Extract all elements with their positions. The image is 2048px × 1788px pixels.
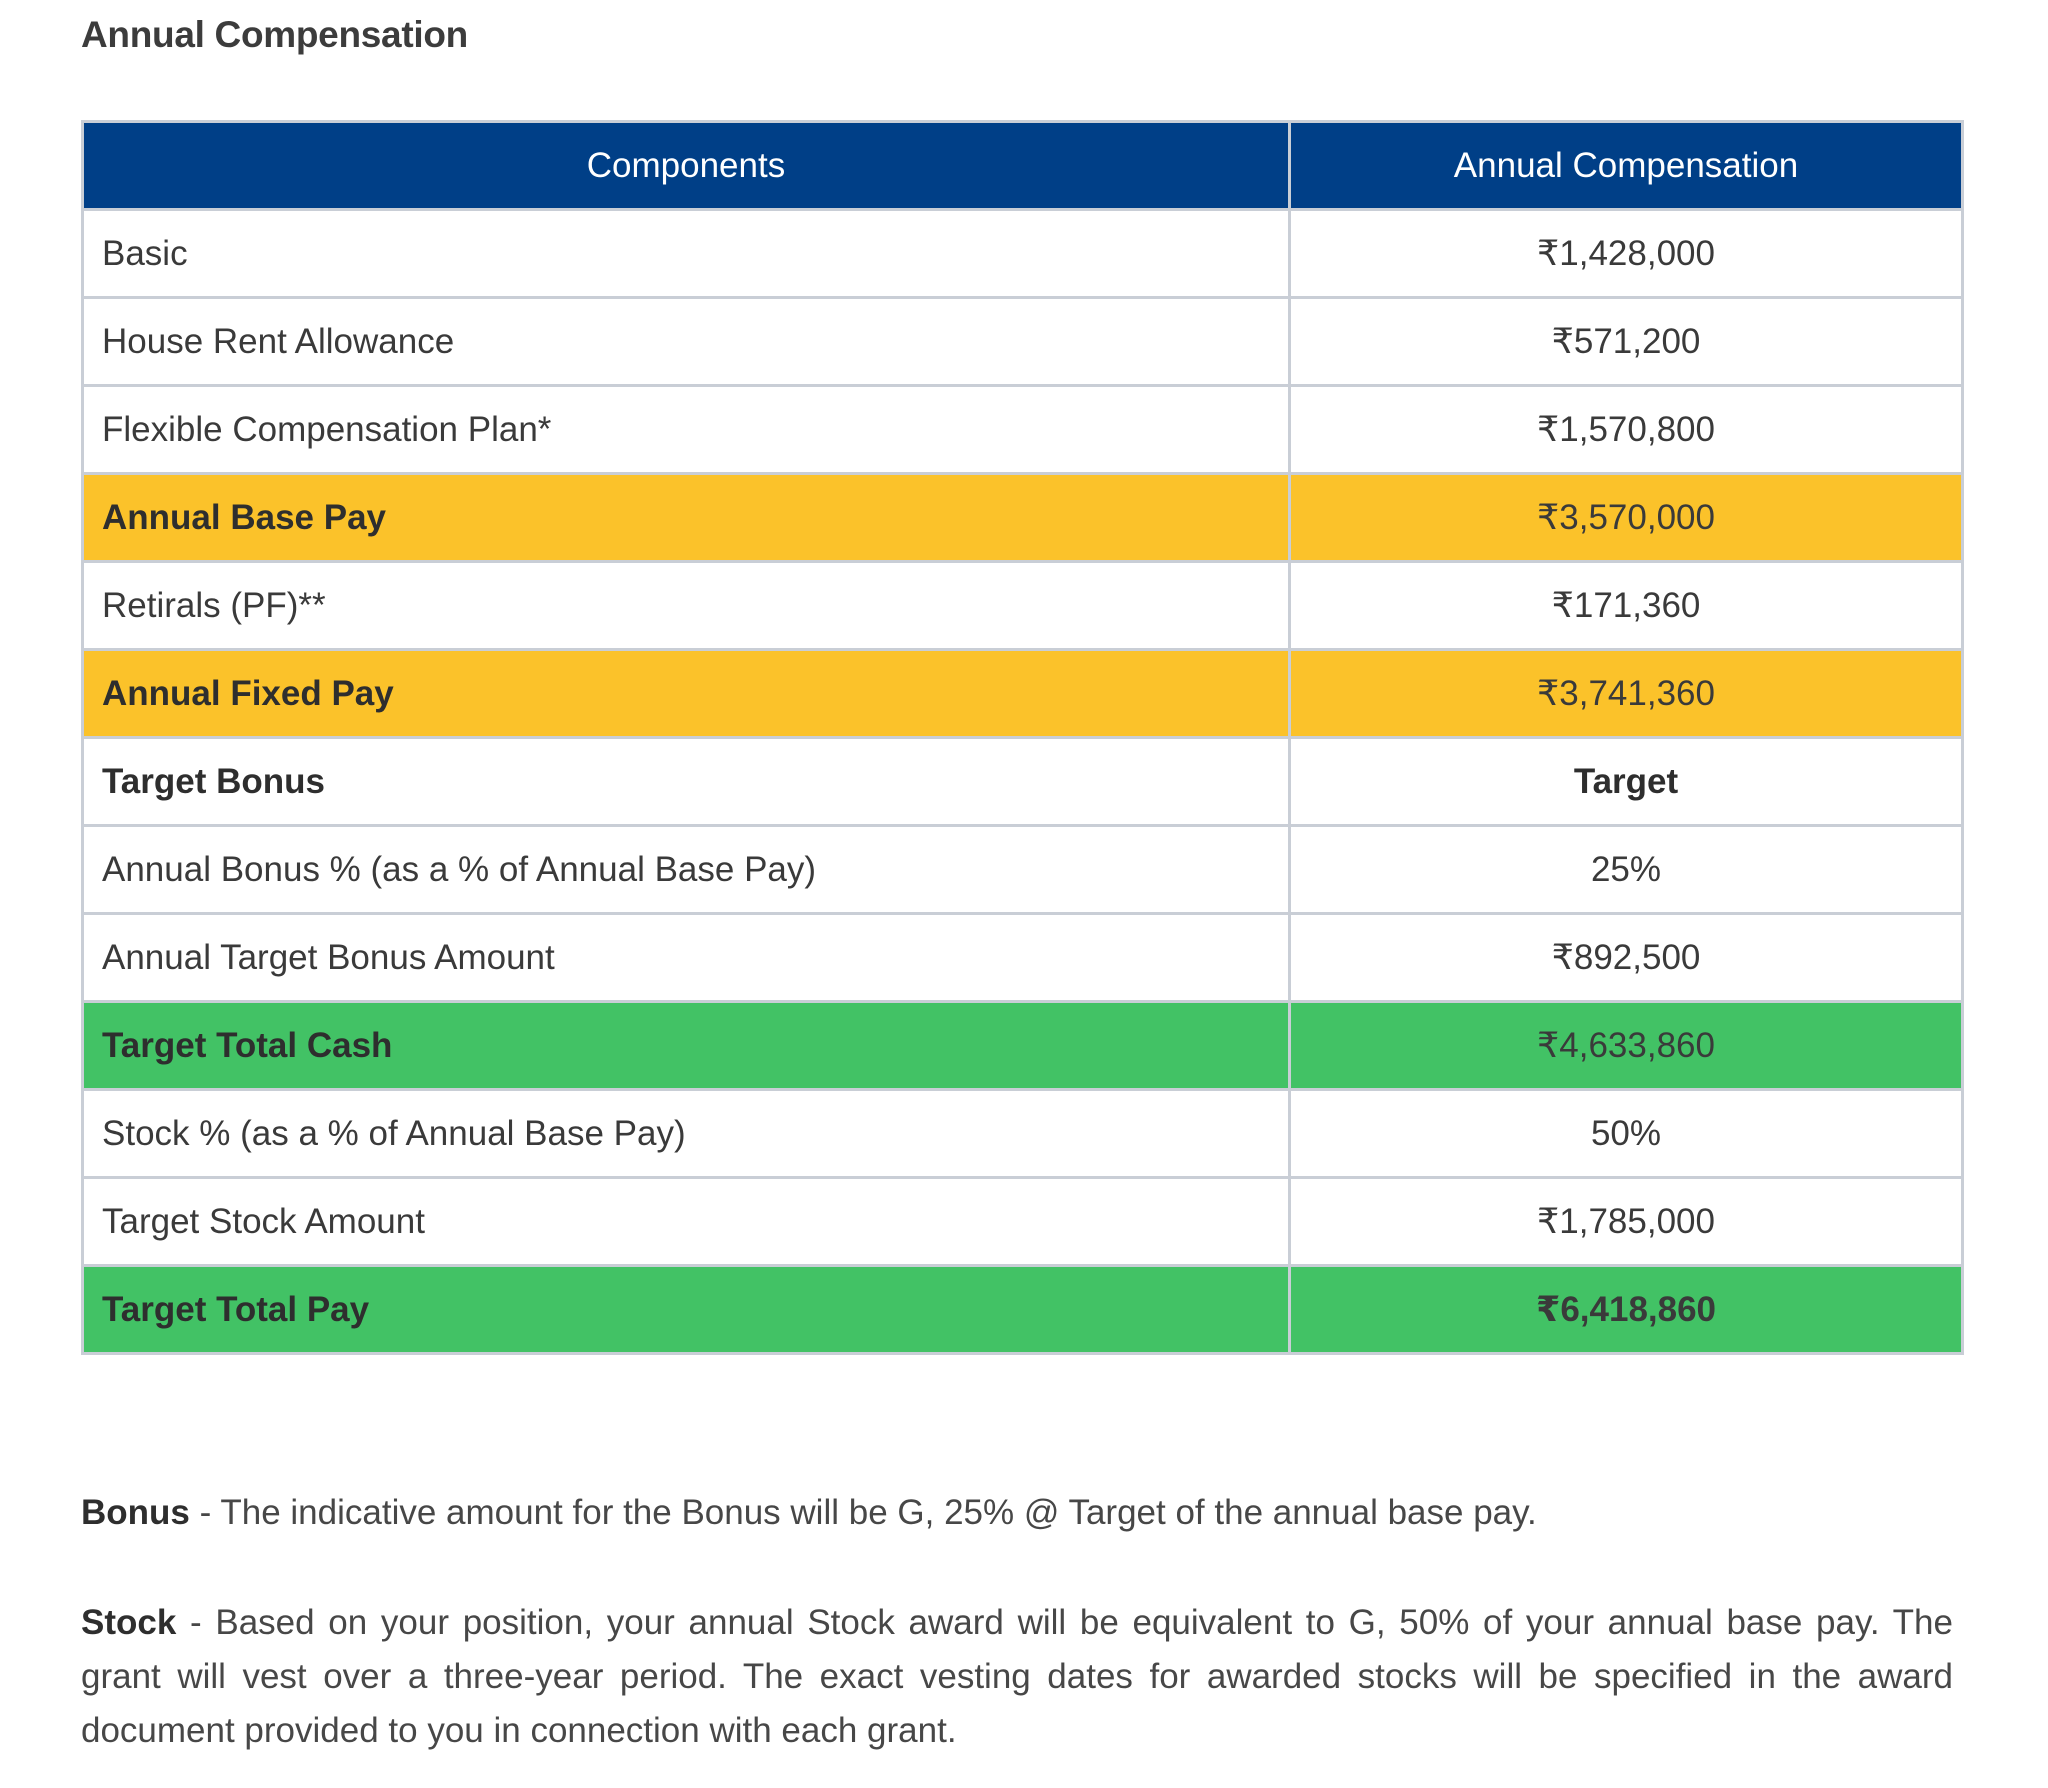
table-row-target-total-cash <box>83 1002 1963 1090</box>
page-title: Annual Compensation <box>81 14 468 55</box>
bonus-note-heading: Bonus <box>81 1493 190 1532</box>
row-label: Flexible Compensation Plan* <box>83 386 1290 474</box>
row-value: 50% <box>1290 1090 1963 1178</box>
row-value: ₹6,418,860 <box>1290 1266 1963 1354</box>
row-label: Retirals (PF)** <box>83 562 1290 650</box>
table-row-house-rent-allowance <box>83 298 1963 386</box>
row-value: 25% <box>1290 826 1963 914</box>
row-label: Annual Base Pay <box>83 474 1290 562</box>
table-row-annual-base-pay <box>83 474 1963 562</box>
stock-note <box>81 1596 1953 1758</box>
table-row-basic <box>83 210 1963 298</box>
row-label: Target Total Cash <box>83 1002 1290 1090</box>
row-label: Basic <box>83 210 1290 298</box>
compensation-table <box>81 120 1964 1355</box>
table-row-annual-fixed-pay <box>83 650 1963 738</box>
row-value: ₹3,741,360 <box>1290 650 1963 738</box>
row-label: Stock % (as a % of Annual Base Pay) <box>83 1090 1290 1178</box>
row-value: ₹892,500 <box>1290 914 1963 1002</box>
row-label: Annual Bonus % (as a % of Annual Base Pay) <box>83 826 1290 914</box>
table-row-annual-target-bonus-amount <box>83 914 1963 1002</box>
bonus-note-text: - The indicative amount for the Bonus will be G, 25% @ Target of the annual base pay. <box>189 1493 1537 1532</box>
table-row-target-total-pay <box>83 1266 1963 1354</box>
row-value: ₹171,360 <box>1290 562 1963 650</box>
stock-note-text: - Based on your position, your annual Stock award will be equivalent to G, 50% of your annual base pay. The grant will vest over a three-year period. The exact vesting dates for awarded stocks will be specified in the award document provided to you in connection with each grant. <box>81 1603 1953 1750</box>
row-value: ₹3,570,000 <box>1290 474 1963 562</box>
table-row-target-stock-amount <box>83 1178 1963 1266</box>
row-label: Annual Fixed Pay <box>83 650 1290 738</box>
table-row-flexible-compensation-plan <box>83 386 1963 474</box>
row-value: ₹1,785,000 <box>1290 1178 1963 1266</box>
column-header-annual-compensation: Annual Compensation <box>1290 122 1963 210</box>
row-label: Target Stock Amount <box>83 1178 1290 1266</box>
table-row-retirals-pf <box>83 562 1963 650</box>
table-header-row <box>83 122 1963 210</box>
table-row-annual-bonus-percent <box>83 826 1963 914</box>
stock-note-heading: Stock <box>81 1603 177 1642</box>
row-label: Target Total Pay <box>83 1266 1290 1354</box>
column-header-components: Components <box>83 122 1290 210</box>
row-label: Target Bonus <box>83 738 1290 826</box>
row-value: ₹4,633,860 <box>1290 1002 1963 1090</box>
row-value: Target <box>1290 738 1963 826</box>
table-row-stock-percent <box>83 1090 1963 1178</box>
row-label: House Rent Allowance <box>83 298 1290 386</box>
row-value: ₹1,570,800 <box>1290 386 1963 474</box>
row-value: ₹1,428,000 <box>1290 210 1963 298</box>
table-row-target-bonus <box>83 738 1963 826</box>
row-label: Annual Target Bonus Amount <box>83 914 1290 1002</box>
row-value: ₹571,200 <box>1290 298 1963 386</box>
bonus-note <box>81 1486 1953 1540</box>
